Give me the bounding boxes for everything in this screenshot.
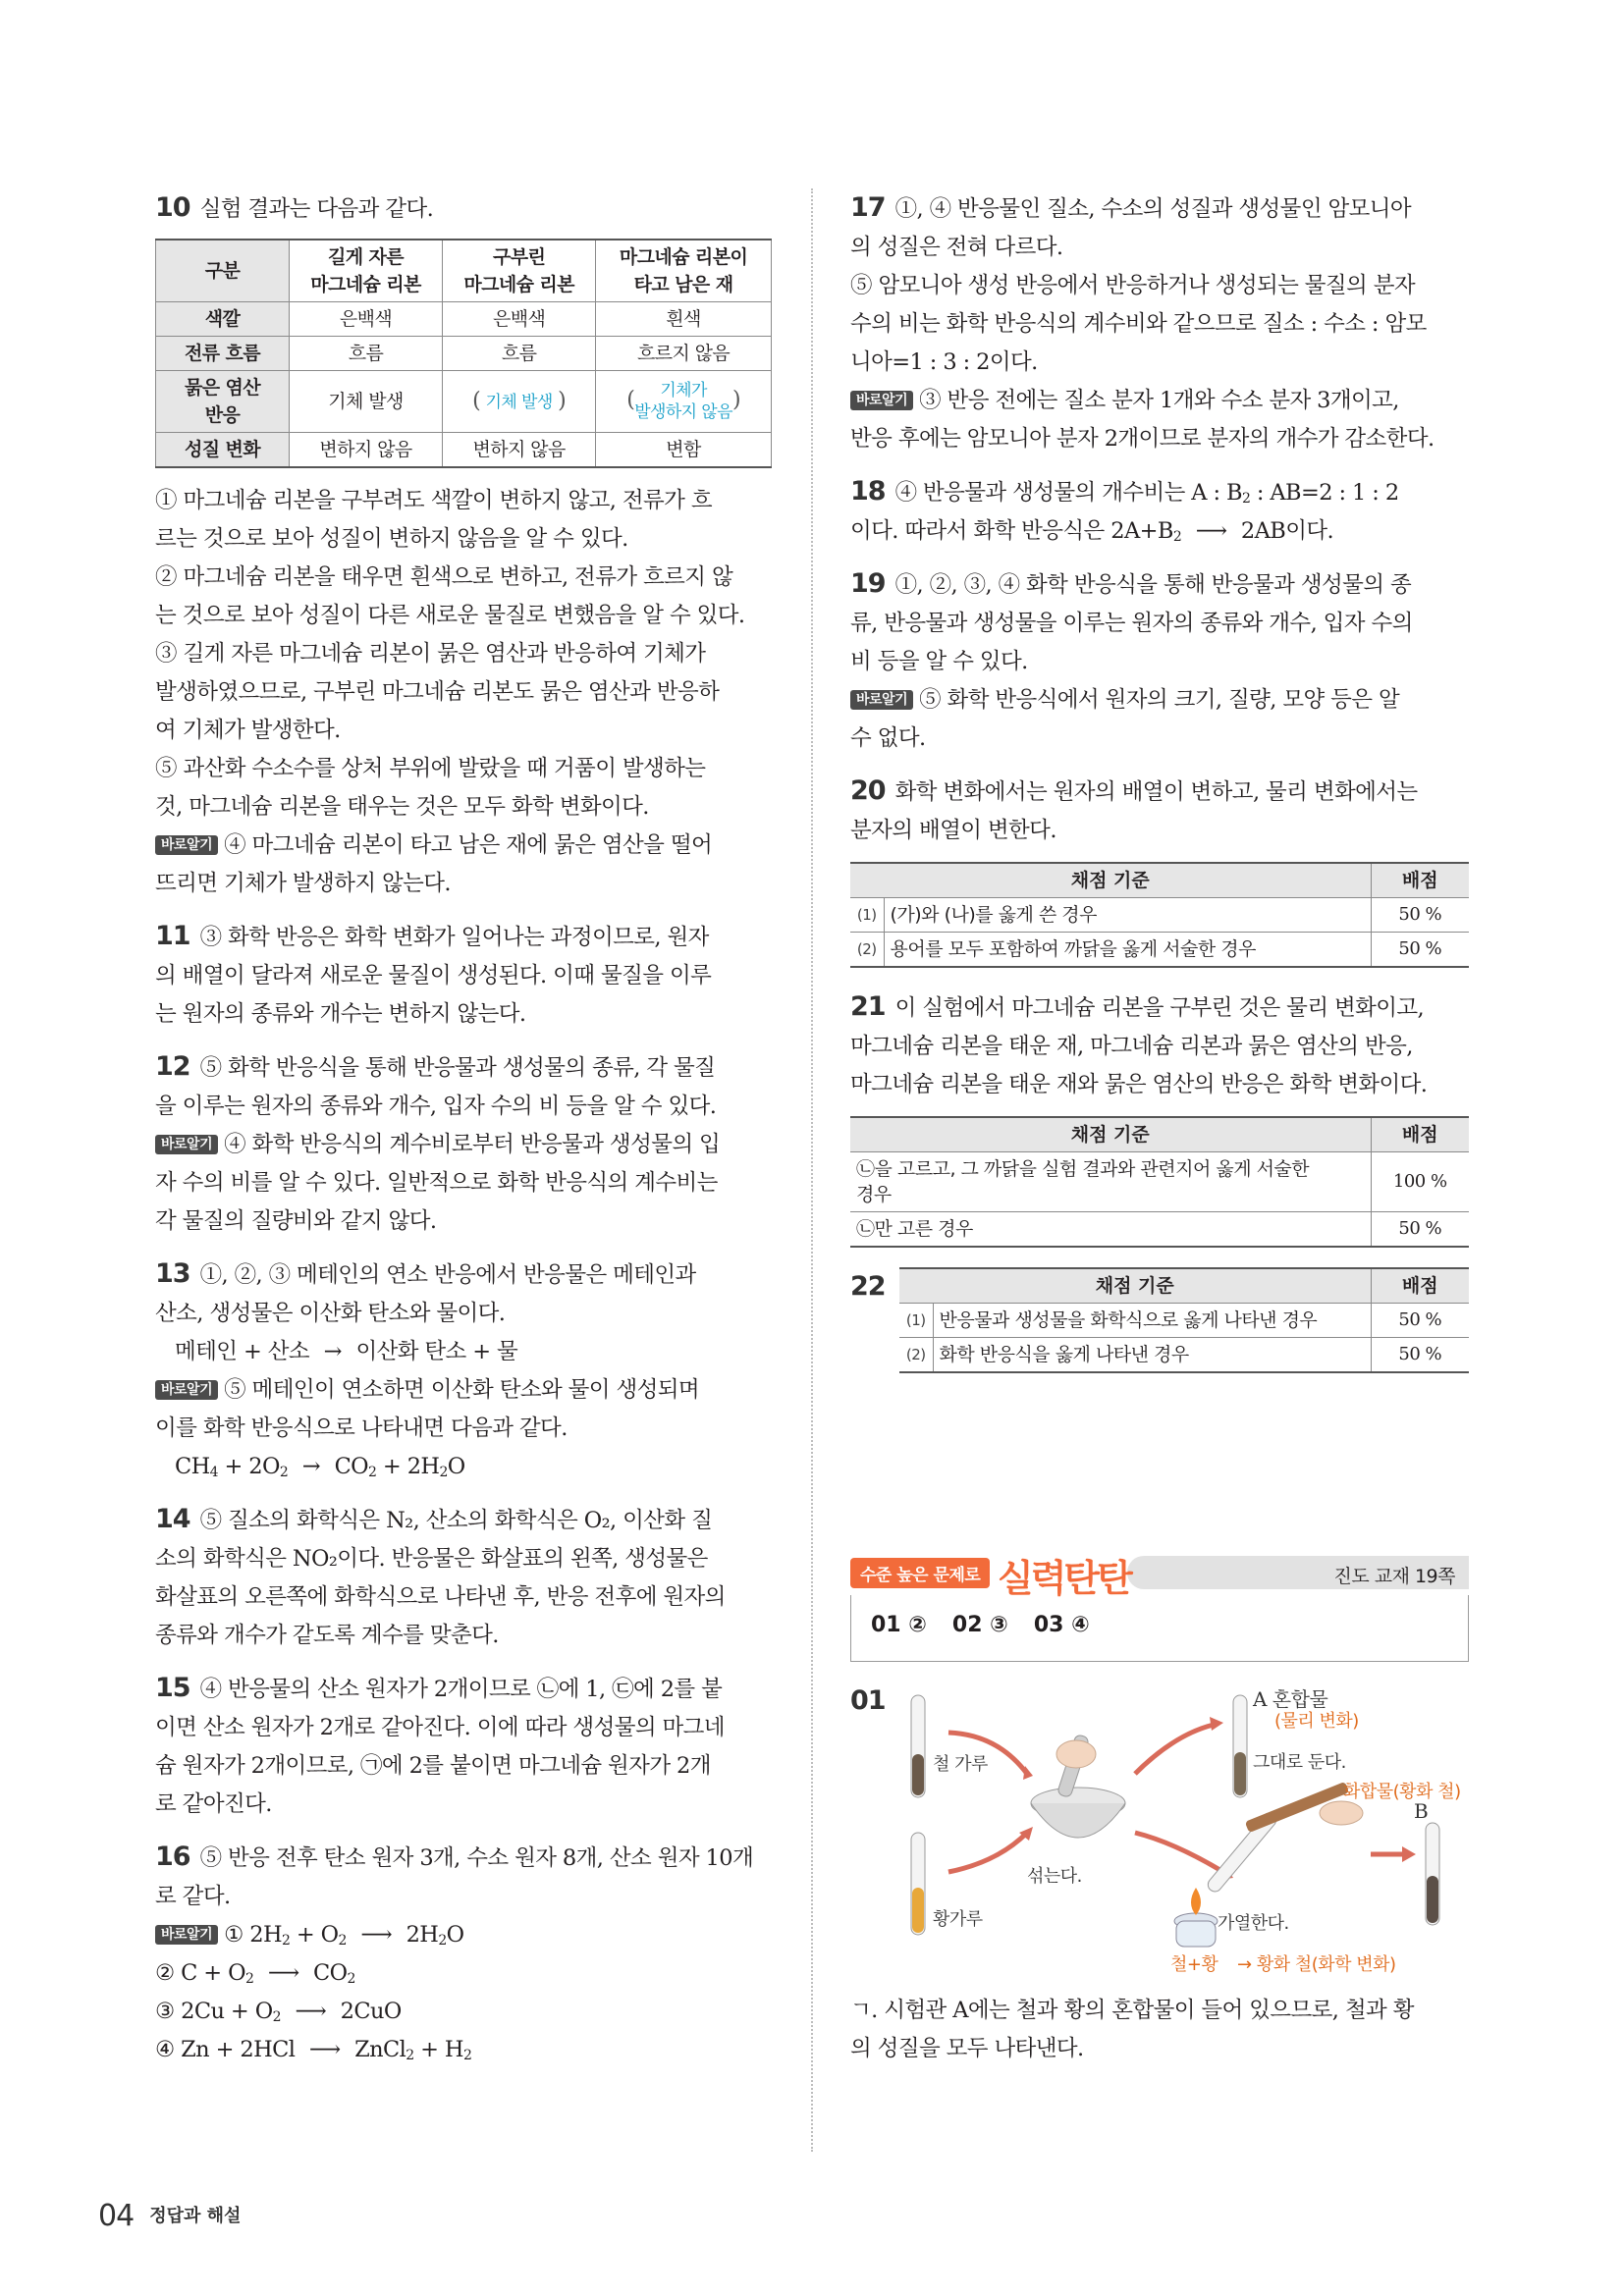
equation: $CH_4 + 2O_2 \to CO_2 + 2H_2O$ (175, 1454, 465, 1480)
answer-11: 11 ③ 화학 반응은 화학 변화가 일어나는 과정이므로, 원자 의 배열이 달라져 새로운 물질이 생성된다. 이때 물질을 이루 는 원자의 종류와 개수는 변하지 않는다. (155, 921, 712, 1027)
question-number: 10 (155, 192, 190, 223)
answer-01: ㄱ. 시험관 A에는 철과 황의 혼합물이 들어 있으므로, 철과 황 의 성질을 모두 나타낸다. (850, 1998, 1414, 2061)
answer-15: 15 ④ 반응물의 산소 원자가 2개이므로 ㉡에 1, ㉢에 2를 붙 이면 산소 원자가 2개로 같아진다. 이에 따라 생성물의 마그네 슘 원자가 2개이므로, ㉠에 2를 붙이면 마그네슘 원자가 2개 로 같아진다. (155, 1673, 725, 1817)
table-row: ㉡만 고른 경우 50 % (850, 1212, 1469, 1248)
table-row: 묽은 염산 반응 기체 발생 ( 기체 발생 ) ( 기체가 발생하지 않음) (156, 371, 772, 433)
mortar-icon (1031, 1734, 1125, 1838)
answer-17: 17 ①, ④ 반응물인 질소, 수소의 성질과 생성물인 암모니아 의 성질은 전혀 다르다. ⑤ 암모니아 생성 반응에서 반응하거나 생성되는 물질의 분자 수의 비는 화학 반응식의 계수비와 같으므로 질소 : 수소 : 암모 니아=1 : 3 : 2이다. 바로알기 ③ 반응 전에는 질소 분자 1개와 수소 분자 3개이고, 반응 후에는 암모니아 분자 2개이므로 분자의 개수가 감소한다. (850, 192, 1435, 452)
level-pill: 수준 높은 문제로 (850, 1558, 990, 1588)
answer-12: 12 ⑤ 화학 반응식을 통해 반응물과 생성물의 종류, 각 물질 을 이루는 원자의 종류와 개수, 입자 수의 비 등을 알 수 있다. 바로알기 ④ 화학 반응식의 계수비로부터 반응물과 생성물의 입 자 수의 비를 알 수 있다. 일반적으로 화학 반응식의 계수비는 각 물질의 질량비와 같지 않다. (155, 1051, 721, 1234)
iron-sulfur-diagram (850, 1685, 1469, 1980)
table-row: (1) (가)와 (나)를 옳게 쓴 경우 50 % (850, 898, 1469, 933)
scoring-table: 채점 기준 배점 (1) 반응물과 생성물을 화학식으로 옳게 나타낸 경우 50 % (2) 화학 반응식을 옳게 나타낸 경우 50 % (899, 1267, 1469, 1373)
answer-10: 10 실험 결과는 다음과 같다. 구분 길게 자른 마그네슘 리본 구부린 마그네슘 리본 마그네슘 리본이 타고 남은 재 색깔 은백색 은백색 흰색 전류 흐름 흐름 흐름 흐르지 않음 묽은 염산 반응 기체 발생 ( 기체 발생 ) ( 기체가 발생하지 않음) 성질 변화 변하지 않음 변하지 않음 변함 ① 마그네슘 리본을 구부려도 색깔이 변하지 않고, 전류가 흐 르는 것으로 보아 성질이 변하지 않음을 알 수 있다. ② 마그네슘 리본을 태우면 흰색으로 변하고, 전류가 흐르지 않 는 것으로 보아 성질이 다른 새로운 물질로 변했음을 알 수 있다. ③ 길게 자른 마그네슘 리본이 묽은 염산과 반응하여 기체가 발생하였으므로, 구부린 마그네슘 리본도 묽은 염산과 반응하 여 기체가 발생한다. ⑤ 과산화 수소수를 상처 부위에 발랐을 때 거품이 발생하는 것, 마그네슘 리본을 태우는 것은 모두 화학 변화이다. 바로알기 ④ 마그네슘 리본이 타고 남은 재에 묽은 염산을 떨어 뜨리면 기체가 발생하지 않는다. (155, 188, 772, 903)
burner-icon (1174, 1888, 1218, 1947)
correction-badge: 바로알기 (850, 391, 913, 410)
correction-badge: 바로알기 (155, 835, 218, 855)
right-column (850, 188, 1469, 2068)
answer-13: 13 ①, ②, ③ 메테인의 연소 반응에서 반응물은 메테인과 산소, 생성물은 이산화 탄소와 물이다. 메테인 + 산소 → 이산화 탄소 + 물 바로알기 ⑤ 메테인이 연소하면 이산화 탄소와 물이 생성되며 이를 화학 반응식으로 나타내면 다음과 같다. $CH_4 + 2O_2 \to CO_2 + 2H_2O$ (155, 1255, 772, 1486)
level-page-ref: 진도 교재 19쪽 (1333, 1566, 1455, 1587)
table-row: 성질 변화 변하지 않음 변하지 않음 변함 (156, 433, 772, 468)
table-row: 전류 흐름 흐름 흐름 흐르지 않음 (156, 337, 772, 371)
test-tube-b-icon (1426, 1823, 1439, 1925)
answer-20: 20 화학 변화에서는 원자의 배열이 변하고, 물리 변화에서는 분자의 배열이 변한다. 채점 기준 배점 (1) (가)와 (나)를 옳게 쓴 경우 50 % (2) 용어를 모두 포함하여 까닭을 옳게 서술한 경우 50 % (850, 772, 1469, 968)
arrow-icon (1135, 1833, 1223, 1872)
answer-21: 21 이 실험에서 마그네슘 리본을 구부린 것은 물리 변화이고, 마그네슘 리본을 태운 재, 마그네슘 리본과 묽은 염산의 반응, 마그네슘 리본을 태운 재와 묽은 염산의 반응은 화학 변화이다. 채점 기준 배점 ㉡을 고르고, 그 까닭을 실험 결과와 관련지어 옳게 서술한 경우 100 % ㉡만 고른 경우 50 % (850, 988, 1469, 1248)
left-column (155, 188, 772, 2083)
test-tube-sulfur-icon (911, 1833, 925, 1935)
correction-badge: 바로알기 (155, 1380, 218, 1400)
table-row: (2) 용어를 모두 포함하여 까닭을 옳게 서술한 경우 50 % (850, 933, 1469, 968)
answer-14: 14 ⑤ 질소의 화학식은 N₂, 산소의 화학식은 O₂, 이산화 질 소의 화학식은 NO₂이다. 반응물은 화살표의 왼쪽, 생성물은 화살표의 오른쪽에 화학식으로 나타낸 후, 반응 전후에 원자의 종류와 개수가 같도록 계수를 맞춘다. (155, 1504, 726, 1648)
answer-16: 16 ⑤ 반응 전후 탄소 원자 3개, 수소 원자 8개, 산소 원자 10개 로 같다. 바로알기 ① $2H_2 + O_2$ ⟶ $2H_2O$ ② $C + O_2$ ⟶ $CO_2$ ③ $2Cu + O_2$ ⟶ 2CuO ④ Zn + 2HCl ⟶ ZnCl$_2$ + $H_2$ (155, 1842, 754, 2063)
answer-22: 22 채점 기준 배점 (1) 반응물과 생성물을 화학식으로 옳게 나타낸 경우 50 % (2) 화학 반응식을 옳게 나타낸 경우 50 % (850, 1267, 1469, 1373)
column-divider (811, 188, 813, 2152)
page-number: 04 (98, 2199, 135, 2233)
footer-title: 정답과 해설 (149, 2206, 242, 2226)
experiment-figure: 01 철 가루 황가루 섞는다. A 혼합물 (물리 변화) 그대로 둔다. 화합물(황화 철) B 가열한다. 철+황 → 황화 철(화학 변화) (850, 1685, 1469, 1980)
answer-key: 01 ② 02 ③ 03 ④ (850, 1595, 1469, 1662)
arrow-icon (1135, 1725, 1214, 1774)
table-row: ㉡을 고르고, 그 까닭을 실험 결과와 관련지어 옳게 서술한 경우 100 % (850, 1152, 1469, 1212)
answer-18: 18 ④ 반응물과 생성물의 개수비는 A : $B_2$ : AB=2 : 1 : 2 이다. 따라서 화학 반응식은 $2A+B_2$ ⟶ 2AB이다. (850, 476, 1399, 545)
answer-19: 19 ①, ②, ③, ④ 화학 반응식을 통해 반응물과 생성물의 종 류, 반응물과 생성물을 이루는 원자의 종류와 개수, 입자 수의 비 등을 알 수 있다. 바로알기 ⑤ 화학 반응식에서 원자의 크기, 질량, 모양 등은 알 수 없다. (850, 568, 1413, 751)
test-tube-a-icon (1233, 1695, 1247, 1797)
scoring-table: 채점 기준 배점 (1) (가)와 (나)를 옳게 쓴 경우 50 % (2) 용어를 모두 포함하여 까닭을 옳게 서술한 경우 50 % (850, 862, 1469, 968)
level-title: 실력탄탄 (998, 1557, 1130, 1600)
correction-badge: 바로알기 (155, 1925, 218, 1945)
table-row: (2) 화학 반응식을 옳게 나타낸 경우 50 % (899, 1338, 1469, 1373)
test-tube-iron-icon (911, 1695, 925, 1797)
table-row: 색깔 은백색 은백색 흰색 (156, 302, 772, 337)
heating-tube-icon (1205, 1782, 1363, 1895)
arrow-icon (948, 1833, 1027, 1872)
correction-badge: 바로알기 (850, 690, 913, 710)
scoring-table: 채점 기준 배점 ㉡을 고르고, 그 까닭을 실험 결과와 관련지어 옳게 서술한 경우 100 % ㉡만 고른 경우 50 % (850, 1116, 1469, 1248)
level-section (850, 1550, 1469, 2068)
correction-badge: 바로알기 (155, 1135, 218, 1154)
table-row: (1) 반응물과 생성물을 화학식으로 옳게 나타낸 경우 50 % (899, 1304, 1469, 1338)
experiment-table: 구분 길게 자른 마그네슘 리본 구부린 마그네슘 리본 마그네슘 리본이 타고 남은 재 색깔 은백색 은백색 흰색 전류 흐름 흐름 흐름 흐르지 않음 묽은 염산 반응 기체 발생 ( 기체 발생 ) ( 기체가 발생하지 않음) 성질 변화 변하지 않음 변하지 않음 변함 (155, 239, 772, 468)
page-footer (98, 2199, 241, 2233)
